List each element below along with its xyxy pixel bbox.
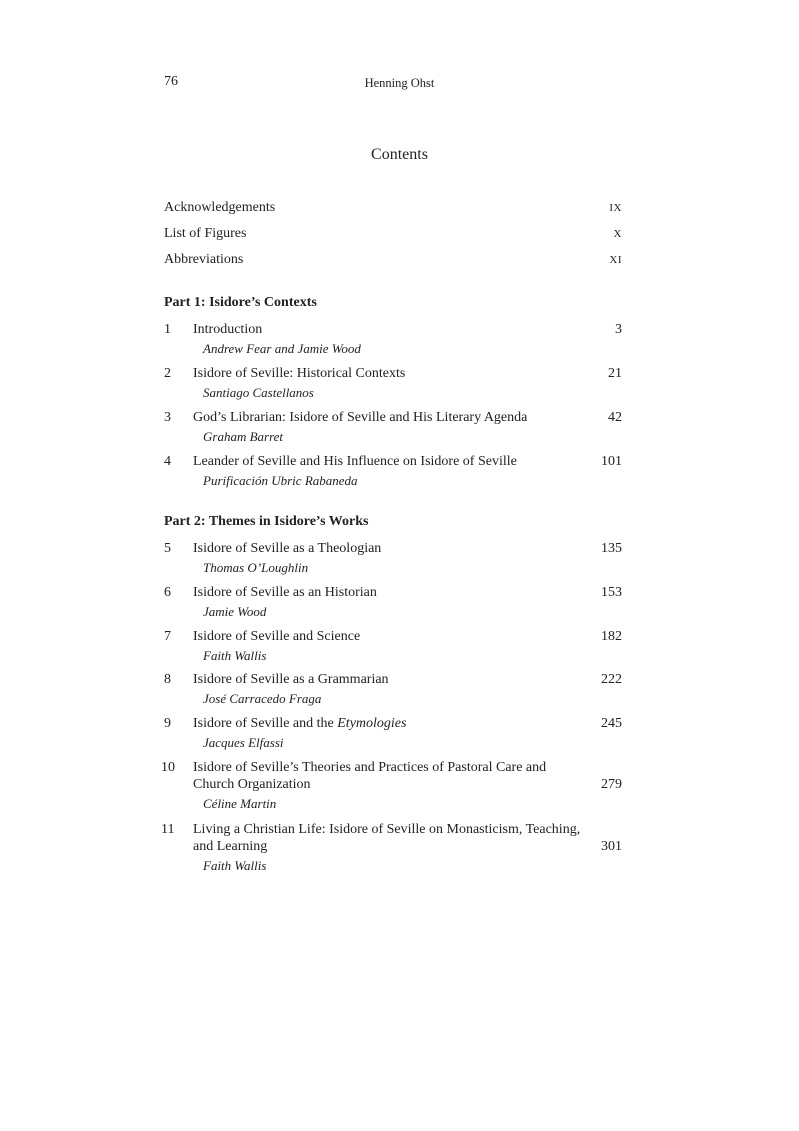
chapter-page: 182: [601, 629, 622, 644]
chapter-title-line-2: and Learning: [193, 839, 268, 854]
chapter-page: 222: [601, 672, 622, 687]
chapter-author: Céline Martin: [203, 796, 277, 811]
chapter-title: God’s Librarian: Isidore of Seville and His Literary Agenda: [193, 410, 528, 425]
chapter-author: Purificación Ubric Rabaneda: [203, 473, 358, 488]
chapter-author: Santiago Castellanos: [203, 385, 314, 400]
entry-page: X: [613, 228, 622, 240]
chapter-number: 6: [164, 585, 171, 600]
chapter-title-italic: Etymologies: [337, 716, 407, 731]
chapter-page: 42: [608, 410, 622, 425]
toc-entry-abbreviations[interactable]: [164, 252, 622, 272]
chapter-author: Jacques Elfassi: [203, 735, 284, 750]
chapter-number: 1: [164, 322, 171, 337]
chapter-title: Isidore of Seville as a Grammarian: [193, 672, 389, 687]
chapter-number: 3: [164, 410, 171, 425]
chapter-title-line-2: Church Organization: [193, 777, 311, 792]
chapter-title-line-1: Isidore of Seville’s Theories and Practices of Pastoral Care and: [193, 760, 547, 775]
chapter-author: Graham Barret: [203, 429, 284, 444]
entry-page: XI: [609, 254, 622, 266]
chapter-author: Jamie Wood: [203, 604, 267, 619]
chapter-title: Isidore of Seville as an Historian: [193, 585, 377, 600]
chapter-number: 9: [164, 716, 171, 731]
page-number: 76: [164, 74, 178, 89]
chapter-number: 4: [164, 454, 171, 469]
chapter-number: 2: [164, 366, 171, 381]
chapter-title: Isidore of Seville and Science: [193, 629, 361, 644]
chapter-title: Isidore of Seville: Historical Contexts: [193, 366, 406, 381]
chapter-page: 135: [601, 541, 622, 556]
chapter-title-line-1: Living a Christian Life: Isidore of Seville on Monasticism, Teaching,: [193, 822, 581, 837]
chapter-page: 153: [601, 585, 622, 600]
toc-entry-acknowledgements[interactable]: [164, 200, 622, 220]
chapter-title: Isidore of Seville as a Theologian: [193, 541, 382, 556]
chapter-title-text: Isidore of Seville and the: [193, 716, 338, 731]
chapter-title: Leander of Seville and His Influence on Isidore of Seville: [193, 454, 517, 469]
chapter-author: Faith Wallis: [203, 648, 267, 663]
entry-label: Acknowledgements: [164, 200, 276, 215]
chapter-title: [193, 715, 588, 732]
toc-entry-list-of-figures[interactable]: [164, 226, 622, 246]
chapter-page: 245: [601, 716, 622, 731]
chapter-page: 21: [608, 366, 622, 381]
entry-label: Abbreviations: [164, 252, 244, 267]
chapter-page: 101: [601, 454, 622, 469]
running-head: Henning Ohst: [364, 76, 435, 90]
entry-page: IX: [609, 202, 622, 214]
chapter-page: 3: [615, 322, 622, 337]
chapter-title: Introduction: [193, 322, 263, 337]
contents-title: Contents: [371, 146, 428, 163]
chapter-number: 7: [164, 629, 171, 644]
chapter-page: 279: [601, 777, 622, 792]
chapter-author: Andrew Fear and Jamie Wood: [203, 341, 361, 356]
part-heading: Part 2: Themes in Isidore’s Works: [164, 514, 369, 529]
entry-label: List of Figures: [164, 226, 247, 241]
chapter-number: 11: [161, 822, 175, 837]
chapter-author: José Carracedo Fraga: [203, 691, 322, 706]
chapter-author: Thomas O’Loughlin: [203, 560, 309, 575]
chapter-number: 10: [161, 760, 175, 775]
chapter-author: Faith Wallis: [203, 858, 267, 873]
chapter-page: 301: [601, 839, 622, 854]
part-heading: Part 1: Isidore’s Contexts: [164, 295, 317, 310]
chapter-number: 8: [164, 672, 171, 687]
chapter-number: 5: [164, 541, 171, 556]
